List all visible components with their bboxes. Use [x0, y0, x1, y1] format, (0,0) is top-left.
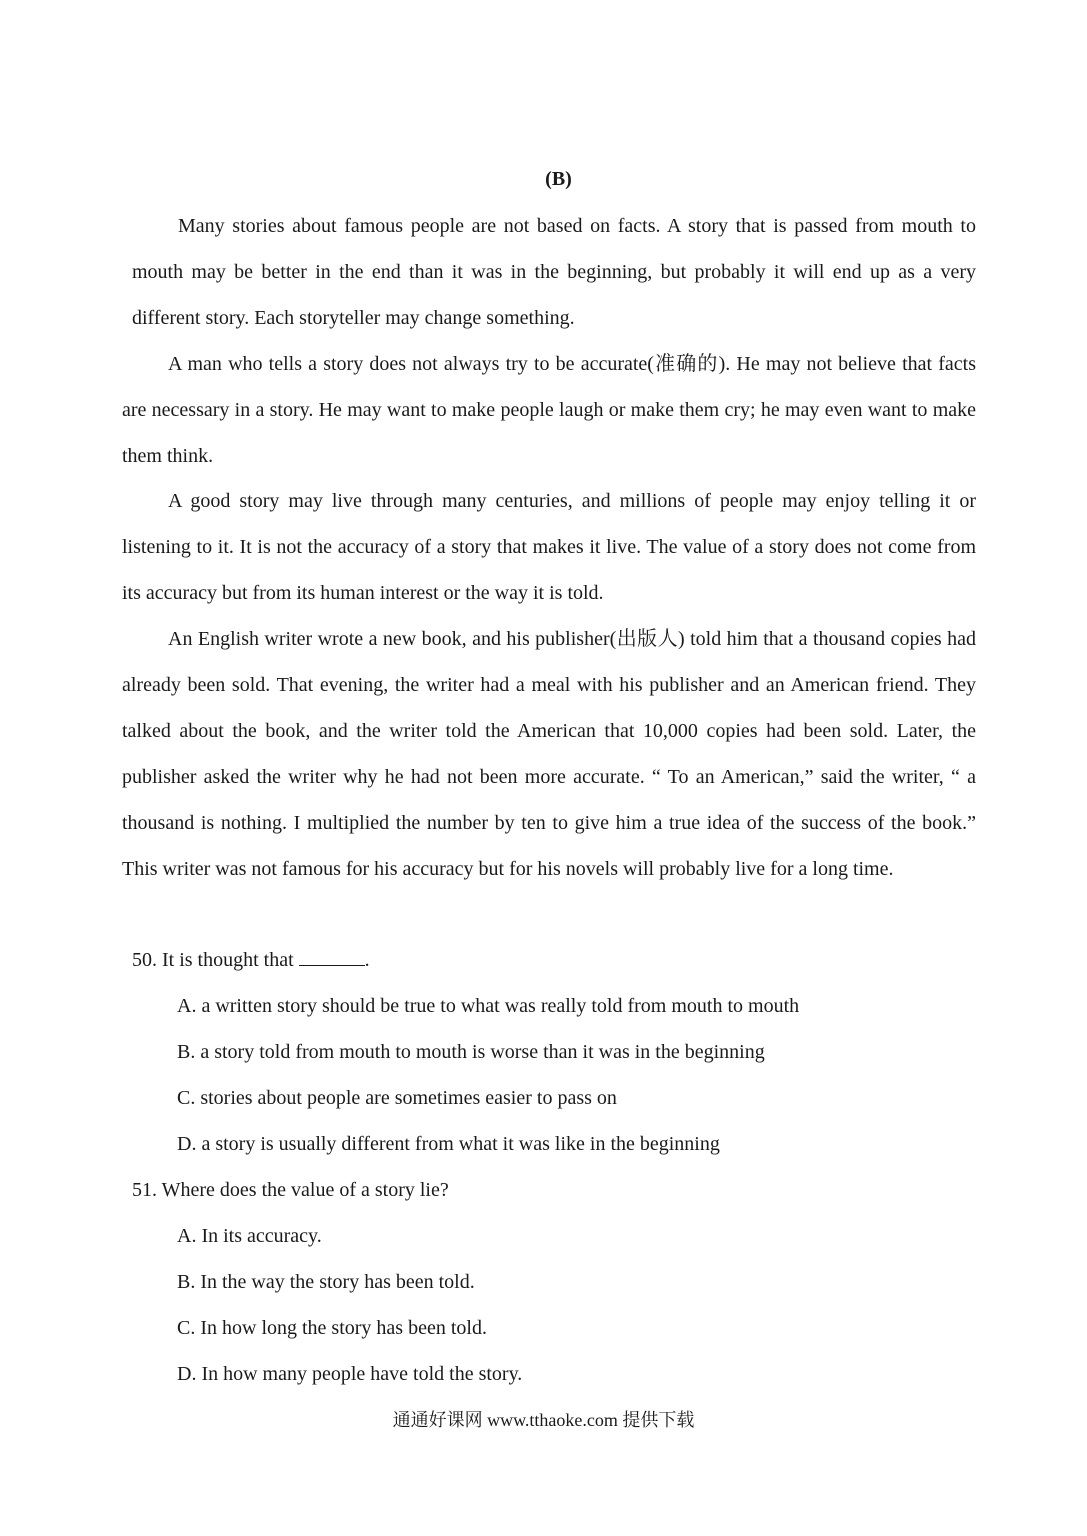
- option-b: B. a story told from mouth to mouth is worse than it was in the beginning: [177, 1041, 765, 1063]
- option-d: D. a story is usually different from what it was like in the beginning: [177, 1133, 720, 1155]
- passage-paragraph: A man who tells a story does not always try to be accurate(准确的). He may not believe that facts are necessary in a story. He may want to make people laugh or make them cry; he may even want to make them think.: [122, 352, 976, 467]
- option-a: A. In its accuracy.: [177, 1225, 322, 1247]
- option-c: C. stories about people are sometimes easier to pass on: [177, 1087, 617, 1109]
- question-stem: [132, 937, 976, 983]
- question-51: [132, 1167, 976, 1397]
- question-text: 51. Where does the value of a story lie?: [132, 1179, 449, 1201]
- passage-paragraph: An English writer wrote a new book, and his publisher(出版人) told him that a thousand copies had already been sold. That evening, the writer had a meal with his publisher and an American friend. They talked about the book, and the writer told the American that 10,000 copies had been sold. Later, the publisher asked the writer why he had not been more accurate. “ To an American,” said the writer, “ a thousand is nothing. I multiplied the number by ten to give him a true idea of the success of the book.” This writer was not famous for his accuracy but for his novels will probably live for a long time.: [122, 628, 976, 880]
- question-text-end: .: [364, 949, 370, 971]
- question-stem: [132, 1167, 976, 1213]
- page-footer: 通通好课网 www.tthaoke.com 提供下载: [392, 1410, 695, 1430]
- reading-passage: [122, 204, 976, 893]
- passage-paragraph: Many stories about famous people are not based on facts. A story that is passed from mouth to mouth may be better in the end than it was in the beginning, but probably it will end up as a very different story. Each storyteller may change something.: [132, 215, 976, 329]
- question-text: 50. It is thought that: [132, 949, 299, 971]
- answer-blank: [299, 947, 365, 966]
- option-b: B. In the way the story has been told.: [177, 1271, 475, 1293]
- passage-paragraph: A good story may live through many centuries, and millions of people may enjoy telling it or listening to it. It is not the accuracy of a story that makes it live. The value of a story does not come from its accuracy but from its human interest or the way it is told.: [122, 490, 976, 605]
- option-a: A. a written story should be true to what was really told from mouth to mouth: [177, 995, 800, 1017]
- question-50: [132, 937, 976, 1167]
- section-title: (B): [545, 168, 572, 190]
- question-list: [132, 937, 976, 1397]
- option-c: C. In how long the story has been told.: [177, 1317, 487, 1339]
- option-d: D. In how many people have told the story.: [177, 1363, 523, 1385]
